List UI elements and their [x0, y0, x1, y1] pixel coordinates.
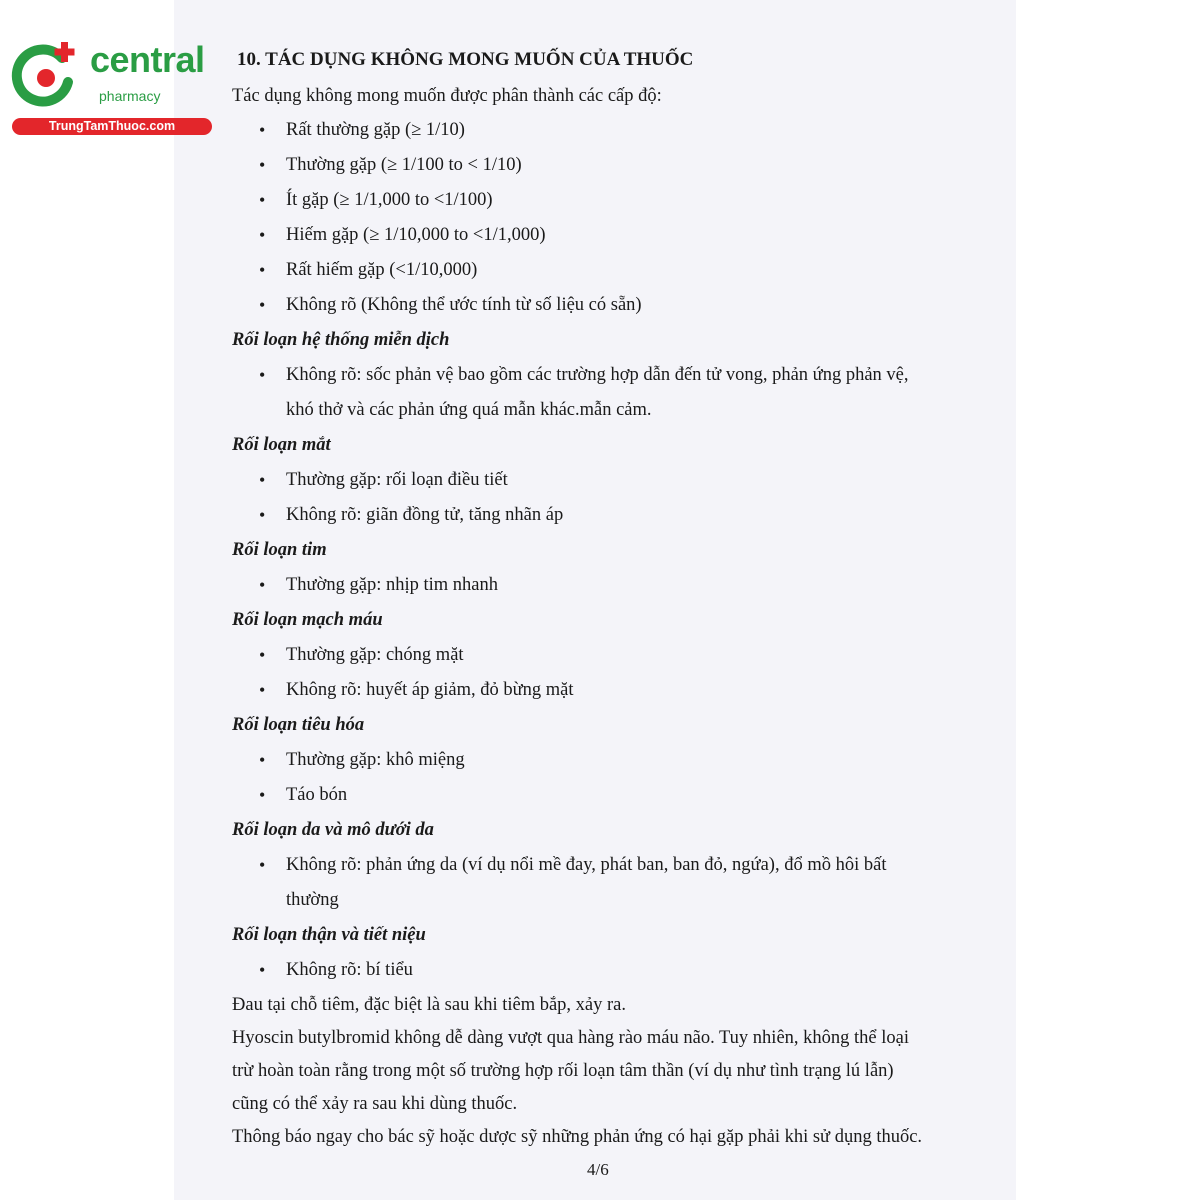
- bullet-marker: •: [259, 295, 266, 315]
- category-heading: Rối loạn mắt: [232, 435, 331, 455]
- brand-name: central: [90, 39, 205, 80]
- bullet-marker: •: [259, 960, 266, 980]
- category-heading: Rối loạn tiêu hóa: [232, 715, 365, 735]
- category-heading: Rối loạn hệ thống miễn dịch: [232, 330, 450, 350]
- category-item-continuation: khó thở và các phản ứng quá mẫn khác.mẫn cảm.: [286, 400, 652, 420]
- paragraph-line: cũng có thể xảy ra sau khi dùng thuốc.: [232, 1094, 518, 1114]
- brand-url[interactable]: TrungTamThuoc.com: [12, 118, 212, 135]
- section-title: 10. TÁC DỤNG KHÔNG MONG MUỐN CỦA THUỐC: [237, 49, 694, 70]
- category-heading: Rối loạn tim: [232, 540, 327, 560]
- brand-subtitle: pharmacy: [99, 88, 161, 104]
- frequency-level-item: Rất thường gặp (≥ 1/10): [286, 120, 465, 140]
- bullet-marker: •: [259, 225, 266, 245]
- category-heading: Rối loạn da và mô dưới da: [232, 820, 434, 840]
- category-item: Thường gặp: rối loạn điều tiết: [286, 470, 508, 490]
- intro-text: Tác dụng không mong muốn được phân thành các cấp độ:: [232, 86, 662, 106]
- bullet-marker: •: [259, 155, 266, 175]
- paragraph-line: Thông báo ngay cho bác sỹ hoặc dược sỹ những phản ứng có hại gặp phải khi sử dụng thuốc.: [232, 1127, 923, 1147]
- frequency-level-item: Thường gặp (≥ 1/100 to < 1/10): [286, 155, 522, 175]
- paragraph-line: Đau tại chỗ tiêm, đặc biệt là sau khi tiêm bắp, xảy ra.: [232, 995, 627, 1015]
- bullet-marker: •: [259, 505, 266, 525]
- category-item: Không rõ: sốc phản vệ bao gồm các trường hợp dẫn đến tử vong, phản ứng phản vệ,: [286, 365, 909, 385]
- bullet-marker: •: [259, 575, 266, 595]
- bullet-marker: •: [259, 785, 266, 805]
- bullet-marker: •: [259, 470, 266, 490]
- frequency-level-item: Ít gặp (≥ 1/1,000 to <1/100): [286, 190, 493, 210]
- paragraph-line: trừ hoàn toàn rằng trong một số trường hợp rối loạn tâm thần (ví dụ như tình trạng lú lẫn): [232, 1061, 894, 1081]
- category-item-continuation: thường: [286, 890, 339, 910]
- paragraph-line: Hyoscin butylbromid không dễ dàng vượt qua hàng rào máu não. Tuy nhiên, không thể loại: [232, 1028, 909, 1048]
- category-heading: Rối loạn thận và tiết niệu: [232, 925, 426, 945]
- bullet-marker: •: [259, 645, 266, 665]
- bullet-marker: •: [259, 855, 266, 875]
- category-item: Táo bón: [286, 785, 348, 805]
- frequency-level-item: Rất hiếm gặp (<1/10,000): [286, 260, 478, 280]
- category-item: Không rõ: huyết áp giảm, đỏ bừng mặt: [286, 680, 574, 700]
- bullet-marker: •: [259, 190, 266, 210]
- category-item: Thường gặp: nhịp tim nhanh: [286, 575, 498, 595]
- category-item: Thường gặp: khô miệng: [286, 750, 465, 770]
- category-item: Không rõ: phản ứng da (ví dụ nổi mề đay, phát ban, ban đỏ, ngứa), đổ mồ hôi bất: [286, 855, 887, 875]
- bullet-marker: •: [259, 680, 266, 700]
- frequency-level-item: Không rõ (Không thể ước tính từ số liệu có sẵn): [286, 295, 642, 315]
- category-heading: Rối loạn mạch máu: [232, 610, 383, 630]
- bullet-marker: •: [259, 260, 266, 280]
- bullet-marker: •: [259, 120, 266, 140]
- frequency-level-item: Hiếm gặp (≥ 1/10,000 to <1/1,000): [286, 225, 546, 245]
- page-number: 4/6: [587, 1160, 609, 1179]
- bullet-marker: •: [259, 750, 266, 770]
- category-item: Không rõ: bí tiểu: [286, 960, 413, 980]
- category-item: Không rõ: giãn đồng tử, tăng nhãn áp: [286, 505, 564, 525]
- category-item: Thường gặp: chóng mặt: [286, 645, 464, 665]
- bullet-marker: •: [259, 365, 266, 385]
